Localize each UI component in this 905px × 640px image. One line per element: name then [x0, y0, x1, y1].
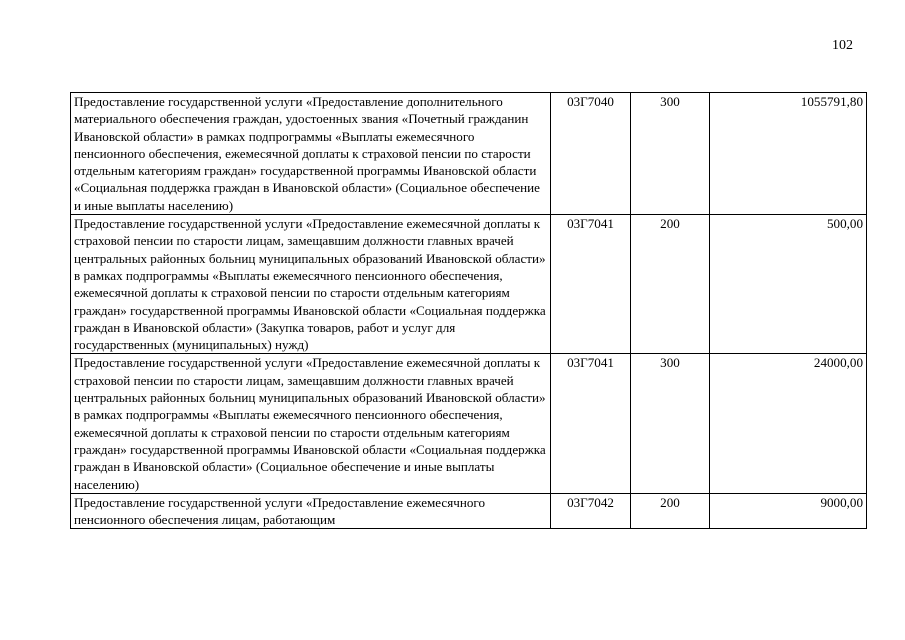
row-target-code: 03Г7042: [551, 493, 631, 528]
row-expense-type: 200: [631, 215, 710, 354]
row-amount: 9000,00: [710, 493, 867, 528]
table-row: [71, 354, 867, 493]
row-amount: 1055791,80: [710, 93, 867, 215]
row-expense-type: 300: [631, 354, 710, 493]
row-target-code: 03Г7041: [551, 215, 631, 354]
row-expense-type: 200: [631, 493, 710, 528]
row-amount: 24000,00: [710, 354, 867, 493]
row-expense-type: 300: [631, 93, 710, 215]
row-description: Предоставление государственной услуги «Предоставление дополнительного материального обеспечения граждан, удостоенных звания «Почетный гражданин Ивановской области» в рамках подпрограммы «Выплаты ежемесячного пенсионного обеспечения, ежемесячной доплаты к страховой пенсии по старости отдельным категориям граждан» государственной программы Ивановской области «Социальная поддержка граждан в Ивановской области» (Социальное обеспечение и иные выплаты населению): [71, 93, 551, 215]
row-description: Предоставление государственной услуги «Предоставление ежемесячной доплаты к страховой пенсии по старости лицам, замещавшим должности главных врачей центральных районных больниц муниципальных образований Ивановской области» в рамках подпрограммы «Выплаты ежемесячного пенсионного обеспечения, ежемесячной доплаты к страховой пенсии по старости отдельным категориям граждан» государственной программы Ивановской области «Социальная поддержка граждан в Ивановской области» (Социальное обеспечение и иные выплаты населению): [71, 354, 551, 493]
row-description: Предоставление государственной услуги «Предоставление ежемесячной доплаты к страховой пенсии по старости лицам, замещавшим должности главных врачей центральных районных больниц муниципальных образований Ивановской области» в рамках подпрограммы «Выплаты ежемесячного пенсионного обеспечения, ежемесячной доплаты к страховой пенсии по старости отдельным категориям граждан» государственной программы Ивановской области «Социальная поддержка граждан в Ивановской области» (Закупка товаров, работ и услуг для государственных (муниципальных) нужд): [71, 215, 551, 354]
row-amount: 500,00: [710, 215, 867, 354]
table-row: [71, 93, 867, 215]
row-target-code: 03Г7041: [551, 354, 631, 493]
budget-table: [70, 92, 867, 529]
table-row: [71, 493, 867, 528]
row-target-code: 03Г7040: [551, 93, 631, 215]
page-number: 102: [832, 38, 853, 53]
table-row: [71, 215, 867, 354]
row-description-text: Предоставление государственной услуги «Предоставление ежемесячного пенсионного обеспечения лицам, работающим: [74, 494, 485, 528]
row-description: [71, 493, 551, 528]
